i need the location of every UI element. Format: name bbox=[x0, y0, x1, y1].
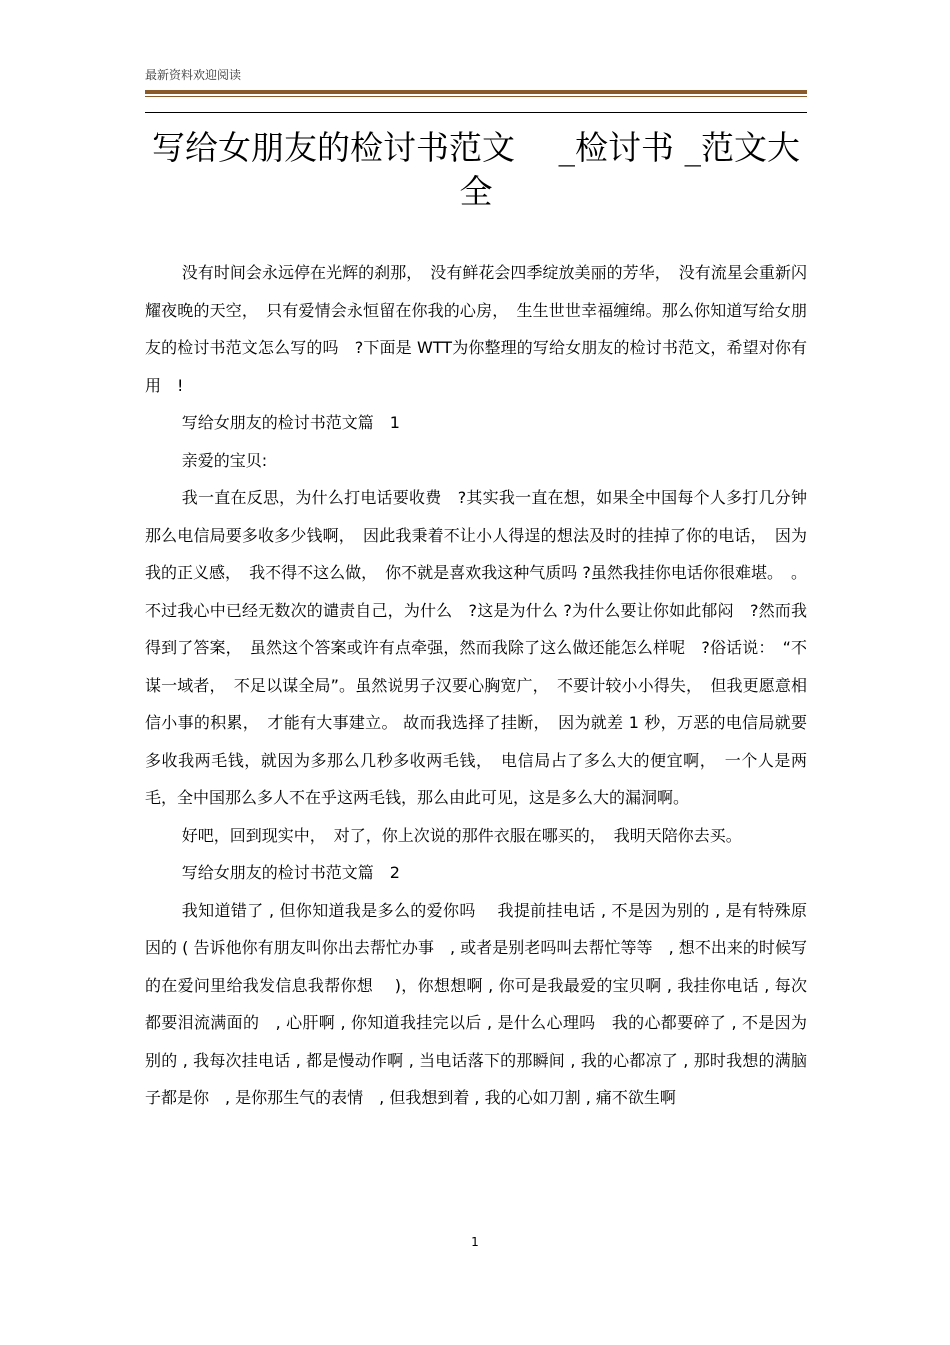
body-paragraph: 我一直在反思，为什么打电话要收费 ?其实我一直在想，如果全中国每个人多打几分钟那么电信局要多收多少钱啊， 因此我秉着不让小人得逞的想法及时的挂掉了你的电话， 因为我的正义感， 我不得不这么做， 你不就是喜欢我这种气质吗 ?虽然我挂你电话你很难堪。 。不过我心中已经无数次的谴责自己，为什么 ?这是为什么 ?为什么要让你如此郁闷 ?然而我得到了答案， 虽然这个答案或许有点牵强，然而我除了这么做还能怎么样呢 ?俗话说： “不谋一域者， 不足以谋全局”。虽然说男子汉要心胸宽广， 不要计较小小得失， 但我更愿意相信小事的积累， 才能有大事建立。 故而我选择了挂断， 因为就差 1 秒，万恶的电信局就要多收我两毛钱，就因为多那么几秒多收两毛钱， 电信局占了多么大的便宜啊， 一个人是两毛，全中国那么多人不在乎这两毛钱，那么由此可见，这是多么大的漏洞啊。 bbox=[145, 488, 807, 807]
section-heading-1: 写给女朋友的检讨书范文篇 1 bbox=[181, 413, 400, 432]
document-title: 写给女朋友的检讨书范文 _检讨书 _范文大全 bbox=[152, 128, 800, 211]
salutation: 亲爱的宝贝: bbox=[181, 450, 268, 470]
intro-paragraph: 没有时间会永远停在光辉的刹那， 没有鲜花会四季绽放美丽的芳华， 没有流星会重新闪耀夜晚的天空， 只有爱情会永恒留在你我的心房， 生生世世幸福缠绵。那么你知道写给女朋友的检讨书范文怎么写的吗 ?下面是 WTT为你整理的写给女朋友的检讨书范文，希望对你有用 ! bbox=[145, 263, 807, 395]
document-body bbox=[145, 254, 807, 1117]
running-header: 最新资料欢迎阅读 bbox=[145, 68, 242, 82]
title-rule bbox=[145, 112, 807, 113]
page-number: 1 bbox=[471, 1235, 479, 1249]
body-paragraph: 好吧，回到现实中， 对了，你上次说的那件衣服在哪买的， 我明天陪你去买。 bbox=[181, 825, 742, 845]
section-heading-2: 写给女朋友的检讨书范文篇 2 bbox=[181, 863, 400, 882]
body-paragraph: 我知道错了 , 但你知道我是多么的爱你吗 我提前挂电话 , 不是因为别的 , 是有特殊原因的 ( 告诉他你有朋友叫你出去帮忙办事 , 或者是别老吗叫去帮忙等等 , 想不出来的时候写的在爱问里给我发信息我帮你想 )，你想想啊 , 你可是我最爱的宝贝啊 , 我挂你电话 , 每次都要泪流满面的 , 心肝啊 , 你知道我挂完以后 , 是什么心理吗 我的心都要碎了 , 不是因为别的 , 我每次挂电话 , 都是慢动作啊 , 当电话落下的那瞬间 , 我的心都凉了 , 那时我想的满脑子都是你 , 是你那生气的表情 , 但我想到着 , 我的心如刀割 , 痛不欲生啊 bbox=[145, 900, 807, 1107]
header-rule-thin bbox=[145, 96, 807, 97]
header-rule-thick bbox=[145, 90, 807, 94]
